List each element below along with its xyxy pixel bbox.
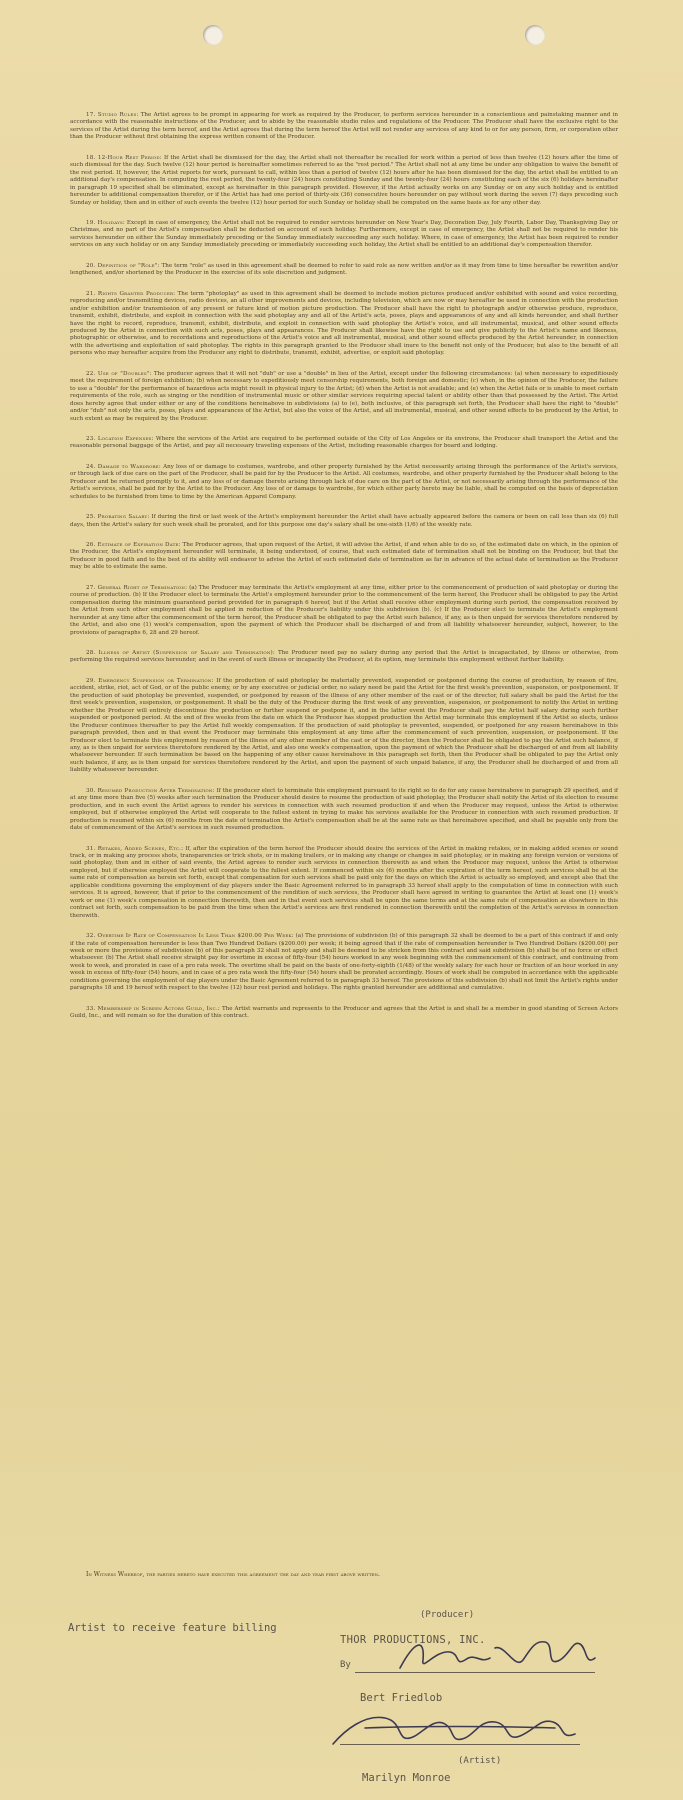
clause-text: (a) The provisions of subdivision (b) of this paragraph 32 shall be deemed to be a part of this contract if and only if the rate of compensation hereunder is less than Two Hundred Dollars ($200.00) per week; it being agreed that if the rate of compensation hereunder is Two Hundred Dollars ($200.00) per week or more the provisions of subdivision (b) of this paragraph 32 shall not apply and shall be deemed to be stricken from this contract and said subdivision (b) shall be of no force or effect whatsoever. (b) The Artist shall receive straight pay for overtime in excess of fifty-four (54) hours worked in any week beginning with the commencement of this contract, and continuing from week to week, and prorated in case of a pro rata week. The overtime shall be paid on the basis of one-forty-eighth (1/48) of the weekly salary for each hour or fraction of an hour worked in any week in excess of fifty-four (54) hours, and in case of a pro rata week the fifty-four (54) hours shall be prorated accordingly. Hours of work shall be computed in accordance with the applicable conditions governing the employment of day players under the Basic Agreement referred to in paragraph 33 hereof. The provisions of this subdivision (b) shall not limit the Artist's rights under paragraphs 18 and 19 hereof with respect to the twelve (12) hour rest period and holidays. The rights granted hereunder are additional and cumulative. (70, 933, 618, 992)
contract-clause (70, 678, 618, 775)
clause-text: The term "role" as used in this agreement shall be deemed to refer to said role as now written and/or as it may from time to time hereafter be rewritten and/or lengthened, and/or shortened by the Producer in the exercise of its sole discretion and judgment. (70, 262, 619, 277)
clause-text: Any loss of or damage to costumes, wardrobe, and other property furnished by the Artist necessarily arising through the performance of the Artist's services, or through lack of due care on the part of the Producer, shall be paid for by the Producer to the Artist. All costumes, wardrobe, and other property furnished by the Producer shall belong to the Producer and be returned promptly to it, and any loss of or damage thereto arising through lack of due care on the part of the Artist, or not necessarily arising through the performance of the Artist's services, shall be paid for by the Artist to the Producer. Any loss of or damage to wardrobe, for which either party hereto may be liable, shall be computed on the basis of depreciation schedules to be furnished from time to time by the American Apparel Company. (70, 463, 618, 500)
clause-text: If the production of said photoplay be materially prevented, suspended or postponed during the course of production, by reason of fire, accident, strike, riot, act of God, or of the public enemy, or by any executive or judicial order, no salary need be paid the Artist for the first week's prevention, suspension, or postponement. If the production of said photoplay be prevented, suspended, or postponed by reason of the illness of any other member of the cast or of the director, full salary shall be paid the Artist for the first week's prevention, suspension, or postponement. It shall be the duty of the Producer during the first week of any prevention, suspension, or postponement to notify the Artist in writing whether the Producer will entirely discontinue the production or further suspend or postpone it, and in the latter event the Producer shall pay the Artist half salary during such further suspended or postponed period. At the end of five weeks from the date on which the Producer has stopped production the Artist may terminate this employment if the Artist so elects, unless the Producer continues thereafter to pay the Artist full weekly compensation. If the production of said photoplay is prevented, suspended, or postponed for any reason hereinabove in this paragraph provided, then and in that event the Producer may terminate this employment at any time after the commencement of such prevention, suspension, or postponement. If the Producer elect to terminate this employment by reason of the illness of any other member of the cast or of the director, then the Producer shall be obligated to pay the Artist such balance, if any, as is then unpaid for services theretofore rendered by the Artist, and also one week's compensation, upon the payment of which the Producer shall be discharged of and from all liability whatsoever hereunder. If such termination be based on the happening of any other cause hereinabove in this paragraph set forth, then the Producer shall be obligated to pay the Artist only such balance, if any, as is then unpaid for services theretofore rendered by the Artist, and upon the payment of such unpaid balance, if any, the Producer shall be discharged of and from all liability whatsoever hereunder. (70, 677, 618, 774)
clause-text: Except in case of emergency, the Artist shall not be required to render services hereunder on New Year's Day, Decoration Day, July Fourth, Labor Day, Thanksgiving Day or Christmas, and no part of the Artist's compensation shall be deducted on account of such holiday. Furthermore, except in case of emergency, the Artist shall not be required to render his services hereunder on either the Sunday immediately preceding or the Sunday immediately succeeding any such holiday. Where, in case of emergency, the Artist has been required to render services on any such holiday or on any Sunday immediately preceding or immediately succeeding such holiday, the Artist shall be entitled to an additional day's compensation therefor. (70, 219, 618, 249)
contract-clause (70, 650, 618, 665)
clause-title: 18. 12-Hour Rest Period: (86, 154, 162, 161)
punch-hole-right (525, 25, 545, 45)
clause-text: The Producer agrees, that upon request of the Artist, it will advise the Artist, if and when able to do so, of the estimated date on which, in the opinion of the Producer, the Artist's employment hereunder will terminate, it being understood, of course, that such estimated date of termination shall not be binding on the Producer, but that the Producer in good faith and to the best of its ability will endeavor to advise the Artist of such estimated date of termination as far in advance of the actual date of termination as the Producer may be able to estimate the same. (70, 542, 618, 571)
clause-text: The Artist warrants and represents to the Producer and agrees that the Artist is and shall be a member in good standing of Screen Actors Guild, Inc., and will remain so for the duration of this contract. (70, 1005, 619, 1020)
punch-hole-left (203, 25, 223, 45)
clause-title: 23. Location Expenses: (86, 435, 154, 442)
clause-title: 20. Definition of "Role": (86, 262, 160, 269)
clause-text: If the Artist shall be dismissed for the day, the Artist shall not thereafter be recalled for work within a period of less than twelve (12) hours after the time of such dismissal for the day. Such twelve (12) hour period is hereinafter sometimes referred to as the "rest period." The Artist shall not at any time be under any obligation to waive the benefit of the rest period. If, however, the Artist reports for work, pursuant to call, within less than a period of twelve (12) hours after he has been dismissed for the day, the artist shall be entitled to an additional day's compensation. In computing the rest period, the twenty-four (24) hours constituting Sunday and the twenty-four (24) hours constituting each of the six (6) holidays hereinafter in paragraph 19 specified shall be eliminated, except as hereinafter in this paragraph provided. However, if the Artist actually works on any Sunday or on any such holiday and is entitled hereunder to additional compensation therefor, or if the Artist has had one period of thirty-six (36) consecutive hours hereunder on pay without work during the seven (7) days preceding such Sunday or holiday, then and in either of such events the twelve (12) hour period for such Sunday or holiday shall be computed on the same basis as for any other day. (70, 154, 619, 206)
clause-text: If during the first or last week of the Artist's employment hereunder the Artist shall have actually appeared before the camera or been on call less than six (6) full days, then the Artist's salary for such week shall be prorated, and for this purpose one day's salary shall be one-sixth (1/6) of the weekly rate. (70, 514, 618, 528)
billing-note: Artist to receive feature billing (68, 1622, 277, 1634)
clause-text: The producer agrees that it will not "dub" or use a "double" in lieu of the Artist, except under the following circumstances: (a) when necessary to expeditiously meet the requirement of foreign exhibition; (b) when necessary to expeditiously meet censorship requirements, both foreign and domestic; (c) when, in the opinion of the Producer, the failure to use a "double" for the performance of hazardous acts might result in physical injury to the Artist; (d) when the Artist is not available; and (e) when the Artist fails or is unable to meet certain requirements of the role, such as singing or the rendition of instrumental music or other similar services requiring special talent or ability other than that possessed by the Artist. The Artist does hereby agree that under either or any of the conditions hereinabove in subdivisions (a) to (e), both inclusive, of this paragraph set forth, the Producer shall have the right to "double" and/or "dub" not only the acts, poses, plays and appearances of the Artist, but also the voice of the Artist, and all instrumental, musical, and other sound effects to be produced by the Artist, to such extent as may be required by the Producer. (70, 370, 618, 422)
clause-title: 17. Studio Rules: (86, 112, 139, 118)
clause-title: 29. Emergency Suspension or Termination: (86, 677, 214, 684)
clause-title: 21. Rights Granted Producer: (86, 290, 176, 297)
clause-text: The Producer need pay no salary during any period that the Artist is incapacitated, by illness or otherwise, from performing the required services hereunder, and in the event of such illness or incapacity the Producer, at its option, may terminate this employment without further liability. (70, 650, 619, 664)
producer-signature (395, 1630, 615, 1678)
clause-title: 26. Estimate of Expiration Date: (86, 542, 181, 549)
clause-title: 25. Prorating Salary: (86, 514, 150, 521)
contract-clause (70, 542, 618, 572)
clause-text: (a) The Producer may terminate the Artist's employment at any time, either prior to the commencement of production of said photoplay or during the course of production. (b) If the Producer elect to terminate the Artist's employment hereunder prior to the commencement of the term hereof, the Producer shall be obligated to pay the Artist compensation during the minimum guaranteed period provided for in paragraph 6 hereof, but if the Artist shall receive other employment during such period, the compensation received by the Artist from such other employment shall be applied in reduction of the Producer's liability under this subdivision (b). (c) If the Producer elect to terminate the Artist's employment hereunder at any time after the commencement of the term hereof, the Producer shall be obligated to pay the Artist such balance, if any, as is then unpaid for services theretofore rendered by the Artist, and also one (1) week's compensation, upon the payment of which the Producer shall be discharged of and from all liability whatsoever hereunder, subject, however, to the provisions of paragraphs 6, 28 and 29 hereof. (70, 584, 618, 636)
contract-clause (70, 263, 618, 278)
producer-company: THOR PRODUCTIONS, INC. (340, 1634, 486, 1646)
clause-title: 31. Retakes, Added Scenes, Etc.: (86, 845, 184, 852)
contract-clause (70, 155, 618, 207)
contract-clause (70, 291, 618, 358)
producer-label: (Producer) (420, 1610, 475, 1620)
clause-text: Where the services of the Artist are required to be performed outside of the City of Los Angeles or its environs, the Producer shall transport the Artist and the reasonable personal baggage of the Artist, and pay all necessary traveling expenses of the Artist, including reasonable charges for board and lodging. (70, 435, 618, 450)
clause-title: 27. General Right of Termination: (86, 584, 188, 591)
contract-clause (70, 585, 618, 637)
artist-label: (Artist) (458, 1756, 502, 1766)
clause-title: 33. Membership in Screen Actors Guild, Inc.: (86, 1005, 221, 1012)
artist-name: Marilyn Monroe (362, 1772, 451, 1784)
contract-clause (70, 933, 618, 993)
witness-statement: In Witness Whereof, the parties hereto have executed this agreement the day and year first above written. (86, 1571, 380, 1578)
artist-signature (325, 1700, 585, 1756)
contract-clause (70, 1006, 618, 1021)
contract-clause (70, 220, 618, 250)
contract-clause (70, 846, 618, 921)
artist-signature-line (340, 1744, 580, 1745)
clause-title: 19. Holidays: (86, 219, 125, 226)
clause-title: 32. Overtime If Rate of Compensation Is Less Than $200.00 Per Week: (86, 933, 294, 940)
clause-text: If the producer elect to terminate this employment pursuant to its right so to do for any cause hereinabove in paragraph 29 specified, and if at any time more than five (5) weeks after such termination the Producer should desire to resume the production of said photoplay, the Producer shall notify the Artist of its election to resume production, and in such event the Artist agrees to render his services in connection with such resumed production if and when the Producer may request, unless the Artist is otherwise employed, but if otherwise employed the Artist will cooperate to the fullest extent in trying to make his services available for the Producer in connection with such resumed production. If production is resumed within six (6) months from the date of termination the Artist's compensation shall be at the same rate as that hereinabove specified, and shall be payable only from the date of commencement of the Artist's services in such resumed production. (70, 787, 618, 832)
clause-title: 30. Resumed Production After Termination: (86, 787, 215, 794)
contract-clause (70, 371, 618, 423)
contract-clause (70, 514, 618, 529)
clause-title: 24. Damage to Wardrobe: (86, 463, 161, 470)
contract-clause (70, 464, 618, 501)
by-label: By (340, 1660, 351, 1670)
clause-title: 28. Illness of Artist (Suspension of Salary and Termination): (86, 650, 275, 657)
clause-text: If, after the expiration of the term hereof the Producer should desire the services of the Artist in making retakes, or in making added scenes or sound track, or in making any process shots, transparencies or trick shots, or in making trailers, or in making any change or changes in said photoplay, or in making any foreign version or versions of said photoplay, then and in either of said events, the Artist agrees to render such services in connection therewith as and when the Producer may request, unless the Artist is otherwise employed, but if otherwise employed the Artist will cooperate to the fullest extent. If commenced within six (6) months after the expiration of the term hereof, such services shall be at the same rate of compensation as herein set forth, except that compensation for such services shall be paid only for the days on which the Artist is actually so employed, and except also that the applicable conditions governing the employment of day players under the Basic Agreement referred to in paragraph 33 hereof shall apply to the computation of time in connection with such services. It is agreed, however, that if prior to the commencement of the rendition of such services, the Producer shall have agreed in writing to guarantee the Artist at least one (1) week's work or one (1) week's compensation in connection therewith, then and in that event such services shall be upon the same terms and at the same rate of compensation as elsewhere in this contract set forth, such compensation to be paid from the time when the Artist's services are first rendered in connection therewith until the completion of the Artist's services in connection therewith. (70, 845, 618, 919)
clause-text: The Artist agrees to be prompt in appearing for work as required by the Producer, to perform services hereunder in a conscientious and painstaking manner and in accordance with the reasonable instructions of the Producer, and to abide by the reasonable studio rules and regulations of the Producer. The Producer shall have the exclusive right to the services of the Artist during the term hereof, and the Artist agrees that during the term hereof the Artist will not render any services of any kind to or for any person, firm, or corporation other than the Producer without first obtaining the express written consent of the Producer. (70, 112, 619, 141)
clause-title: 22. Use of "Doubles": (86, 370, 152, 377)
contract-clause (70, 112, 618, 142)
contract-clauses (70, 112, 618, 1034)
contract-clause (70, 436, 618, 451)
clause-text: The term "photoplay" as used in this agreement shall be deemed to include motion pictures produced and/or exhibited with sound and voice recording, reproducing and/or transmitting devices, radio devices, an all other improvements and devices, including television, which are now or may hereafter be used in connection with the production and/or exhibition and/or transmission of any present or future kind of motion picture production. The Producer shall have the right to photograph and/or otherwise produce, reproduce, transmit, exhibit, distribute, and exploit in connection with the said photoplay any and all of the Artist's acts, poses, plays and appearances of any and all kinds hereunder, and shall further have the right to record, reproduce, transmit, exhibit, distribute, and exploit in connection with said photoplay the Artist's voice, and all instrumental, musical, and other sound effects produced by the Artist in connection with such acts, poses, plays and appearances. The Producer shall likewise have the right to use and give publicity to the Artist's name and likeness, photographic or otherwise, and to recordations and reproductions of the Artist's voice and all instrumental, musical, and other sound effects produced by the Artist hereunder, in connection with the advertising and exploitation of said photoplay. The rights in this paragraph granted to the Producer shall inure to the benefit not only of the Producer, but also to the benefit of all persons who may hereafter acquire from the Producer any right to distribute, transmit, exhibit, advertise, or exploit said photoplay. (70, 290, 619, 357)
producer-signatory-name: Bert Friedlob (360, 1692, 443, 1704)
contract-clause (70, 788, 618, 833)
